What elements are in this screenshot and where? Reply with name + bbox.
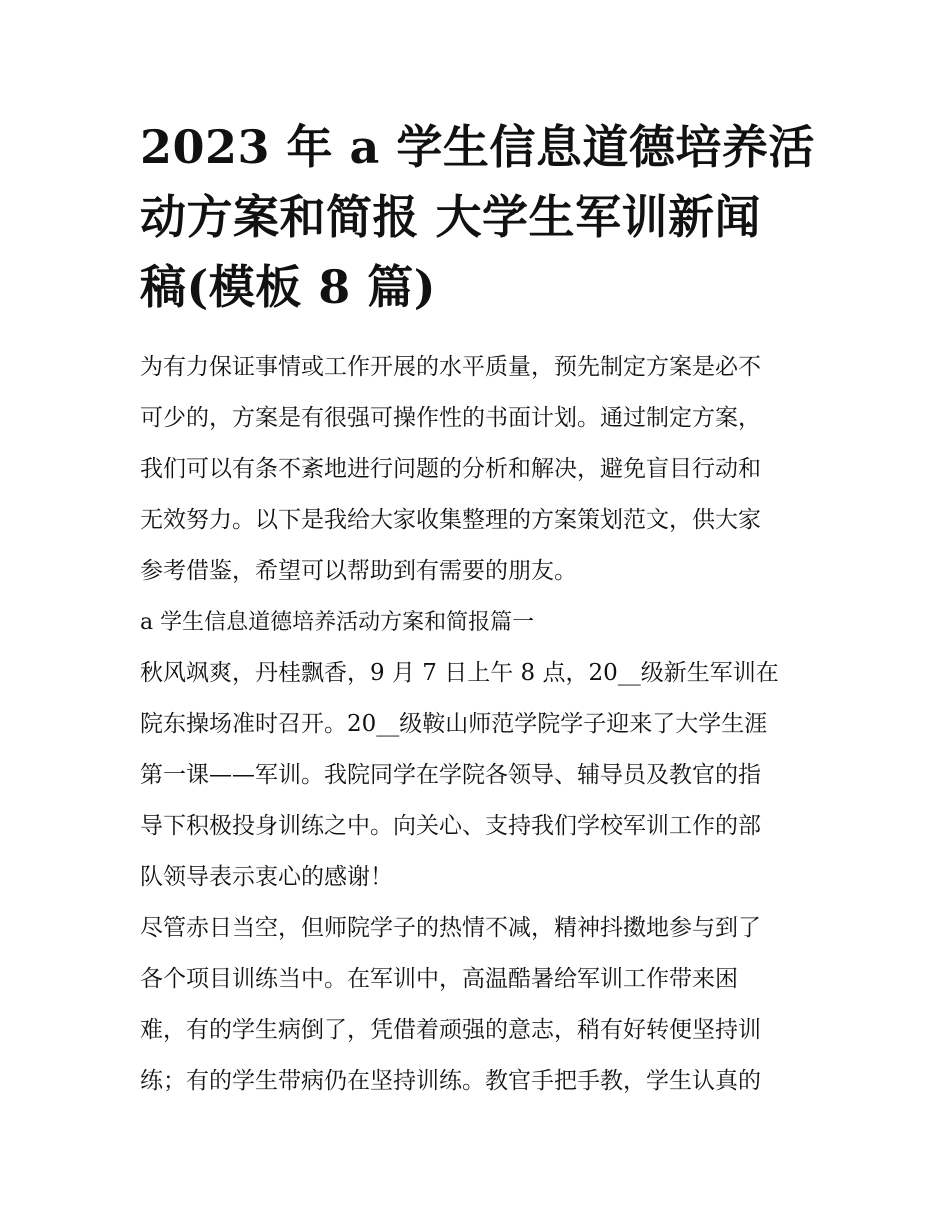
document-body xyxy=(140,342,815,1107)
text-line: 秋风飒爽，丹桂飘香，9 月 7 日上午 8 点，20__级新生军训在 xyxy=(140,660,779,686)
body-paragraph-1 xyxy=(140,648,815,903)
text-line: 为有力保证事情或工作开展的水平质量，预先制定方案是必不 xyxy=(140,354,761,380)
title-line: 2023 年 a 学生信息道德培养活 xyxy=(140,120,815,174)
text-line: 无效努力。以下是我给大家收集整理的方案策划范文，供大家 xyxy=(140,507,761,533)
text-line: 第一课——军训。我院同学在学院各领导、辅导员及教官的指 xyxy=(140,762,761,788)
text-line: 院东操场准时召开。20__级鞍山师范学院学子迎来了大学生涯 xyxy=(140,711,768,737)
text-line: 尽管赤日当空，但师院学子的热情不减，精神抖擞地参与到了 xyxy=(140,915,761,941)
text-line: 参考借鉴，希望可以帮助到有需要的朋友。 xyxy=(140,558,577,584)
document-title xyxy=(140,112,815,322)
text-line: 可少的，方案是有很强可操作性的书面计划。通过制定方案， xyxy=(140,405,761,431)
text-line: 难，有的学生病倒了，凭借着顽强的意志，稍有好转便坚持训 xyxy=(140,1017,761,1043)
text-line: 队领导表示衷心的感谢！ xyxy=(140,864,393,890)
section-heading: a 学生信息道德培养活动方案和简报篇一 xyxy=(140,610,535,635)
body-paragraph-2 xyxy=(140,903,815,1107)
document-page xyxy=(140,112,815,1107)
text-line: 我们可以有条不紊地进行问题的分析和解决，避免盲目行动和 xyxy=(140,456,761,482)
text-line: 导下积极投身训练之中。向关心、支持我们学校军训工作的部 xyxy=(140,813,761,839)
text-line: 练；有的学生带病仍在坚持训练。教官手把手教，学生认真的 xyxy=(140,1068,761,1094)
intro-paragraph xyxy=(140,342,815,597)
title-line: 动方案和简报 大学生军训新闻 xyxy=(140,190,762,244)
text-line: 各个项目训练当中。在军训中，高温酷暑给军训工作带来困 xyxy=(140,966,738,992)
title-line: 稿(模板 8 篇) xyxy=(140,260,437,314)
